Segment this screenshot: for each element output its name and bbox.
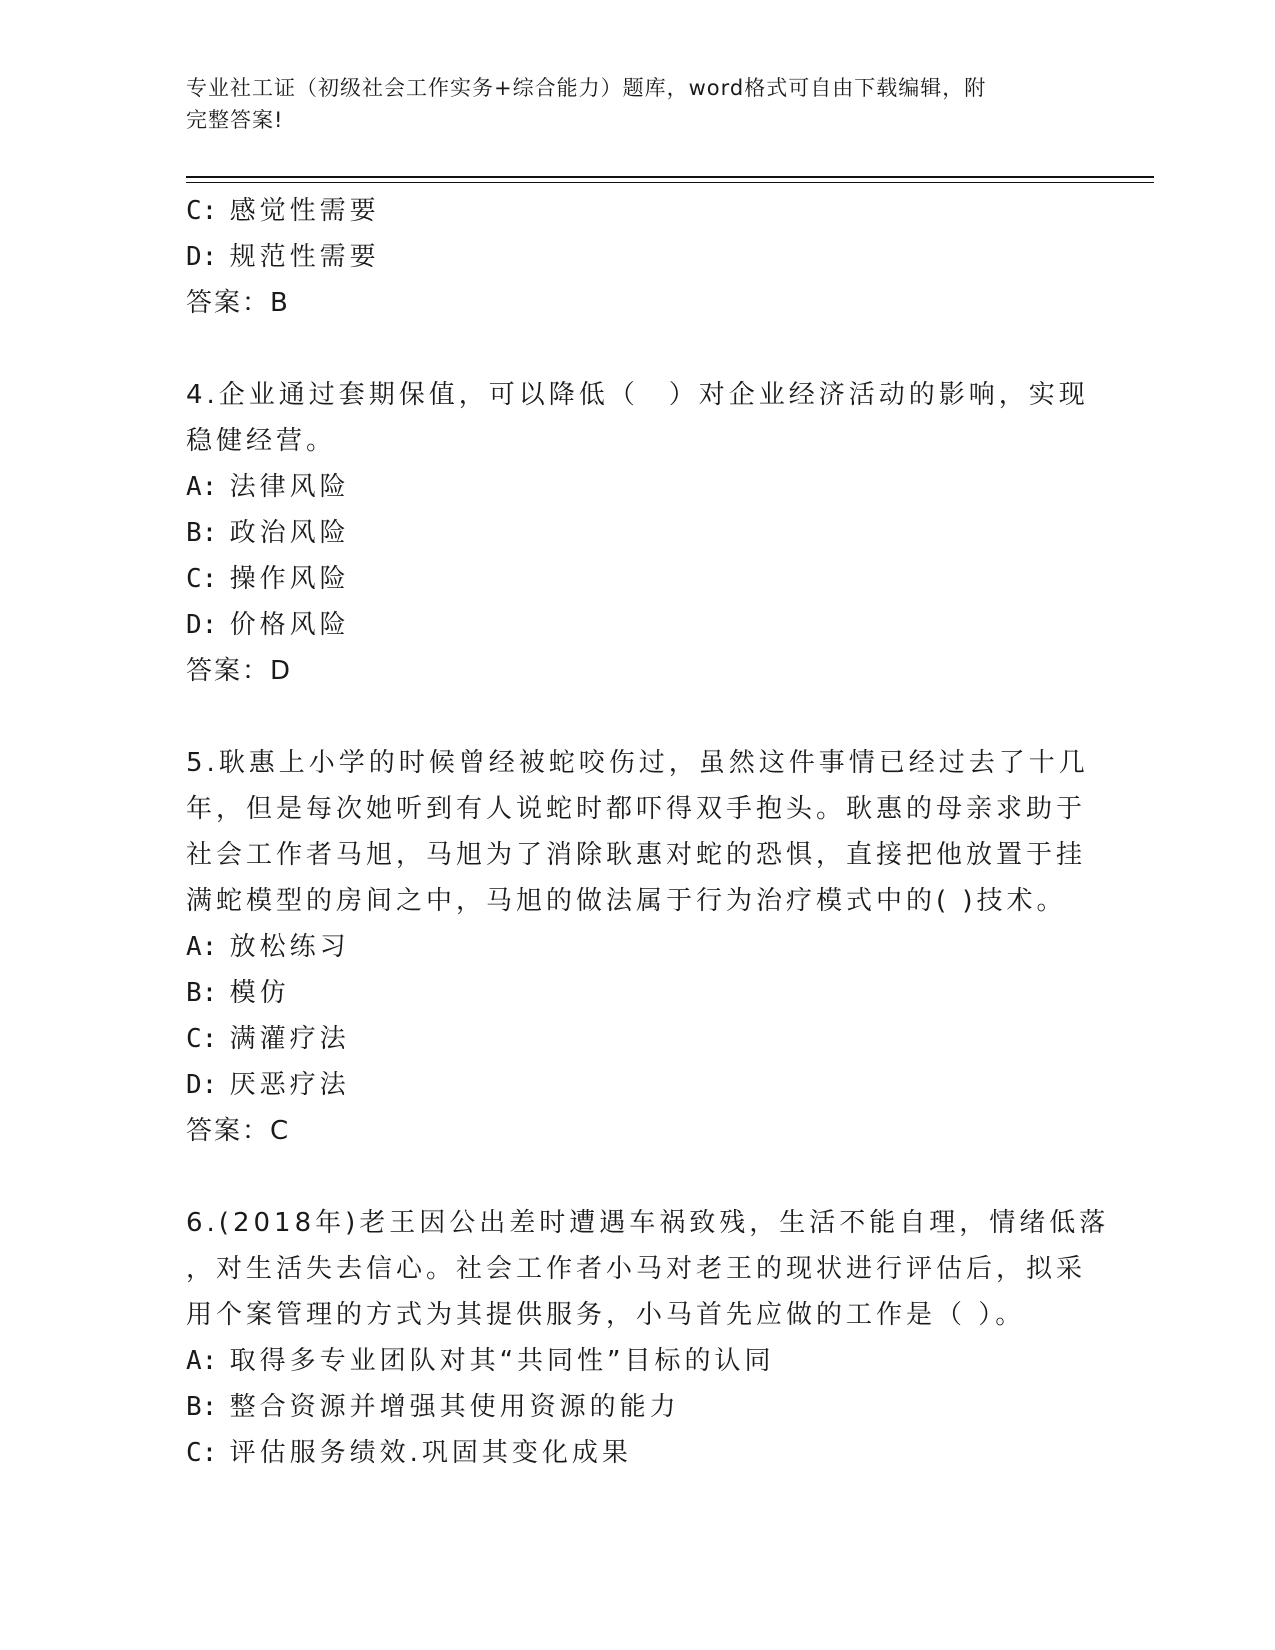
question-list <box>186 188 1110 1476</box>
option-c: C: 感觉性需要 <box>186 196 380 226</box>
page-header <box>186 72 1076 136</box>
question-stem-line: 4.企业通过套期保值，可以降低（ ）对企业经济活动的影响，实现 <box>186 380 1089 410</box>
answer-line: 答案：B <box>186 288 290 318</box>
option-d: D: 规范性需要 <box>186 242 380 272</box>
question-stem-line: 满蛇模型的房间之中，马旭的做法属于行为治疗模式中的( )技术。 <box>186 886 1067 916</box>
question-stem-line: 6.(2018年)老王因公出差时遭遇车祸致残，生活不能自理，情绪低落 <box>186 1208 1110 1238</box>
option-c: C: 操作风险 <box>186 564 350 594</box>
header-title-line-1: 专业社工证（初级社会工作实务+综合能力）题库，word格式可自由下载编辑，附 <box>186 76 987 100</box>
option-b: B: 模仿 <box>186 978 290 1008</box>
option-c: C: 满灌疗法 <box>186 1024 350 1054</box>
question-stem-line: 5.耿惠上小学的时候曾经被蛇咬伤过，虽然这件事情已经过去了十几 <box>186 748 1089 778</box>
option-b: B: 政治风险 <box>186 518 350 548</box>
option-a: A: 取得多专业团队对其“共同性”目标的认同 <box>186 1346 775 1376</box>
answer-line: 答案：C <box>186 1116 291 1146</box>
option-d: D: 厌恶疗法 <box>186 1070 350 1100</box>
header-rule-thin <box>186 182 1154 183</box>
option-d: D: 价格风险 <box>186 610 350 640</box>
question-stem-line: 社会工作者马旭，马旭为了消除耿惠对蛇的恐惧，直接把他放置于挂 <box>186 840 1087 870</box>
prev-question-block <box>186 188 1076 326</box>
question-5 <box>186 740 1089 1154</box>
option-b: B: 整合资源并增强其使用资源的能力 <box>186 1392 680 1422</box>
option-a: A: 法律风险 <box>186 472 350 502</box>
question-4 <box>186 372 1089 694</box>
question-stem-line: 年，但是每次她听到有人说蛇时都吓得双手抱头。耿惠的母亲求助于 <box>186 794 1087 824</box>
question-stem-line: 用个案管理的方式为其提供服务，小马首先应做的工作是（ ）。 <box>186 1300 1026 1330</box>
option-c: C: 评估服务绩效.巩固其变化成果 <box>186 1438 632 1468</box>
question-6 <box>186 1200 1110 1476</box>
question-stem-line: 稳健经营。 <box>186 426 337 456</box>
question-stem-line: ，对生活失去信心。社会工作者小马对老王的现状进行评估后，拟采 <box>186 1254 1087 1284</box>
option-a: A: 放松练习 <box>186 932 350 962</box>
header-rule-thick <box>186 176 1154 178</box>
answer-line: 答案：D <box>186 656 293 686</box>
header-title-line-2: 完整答案! <box>186 108 284 132</box>
